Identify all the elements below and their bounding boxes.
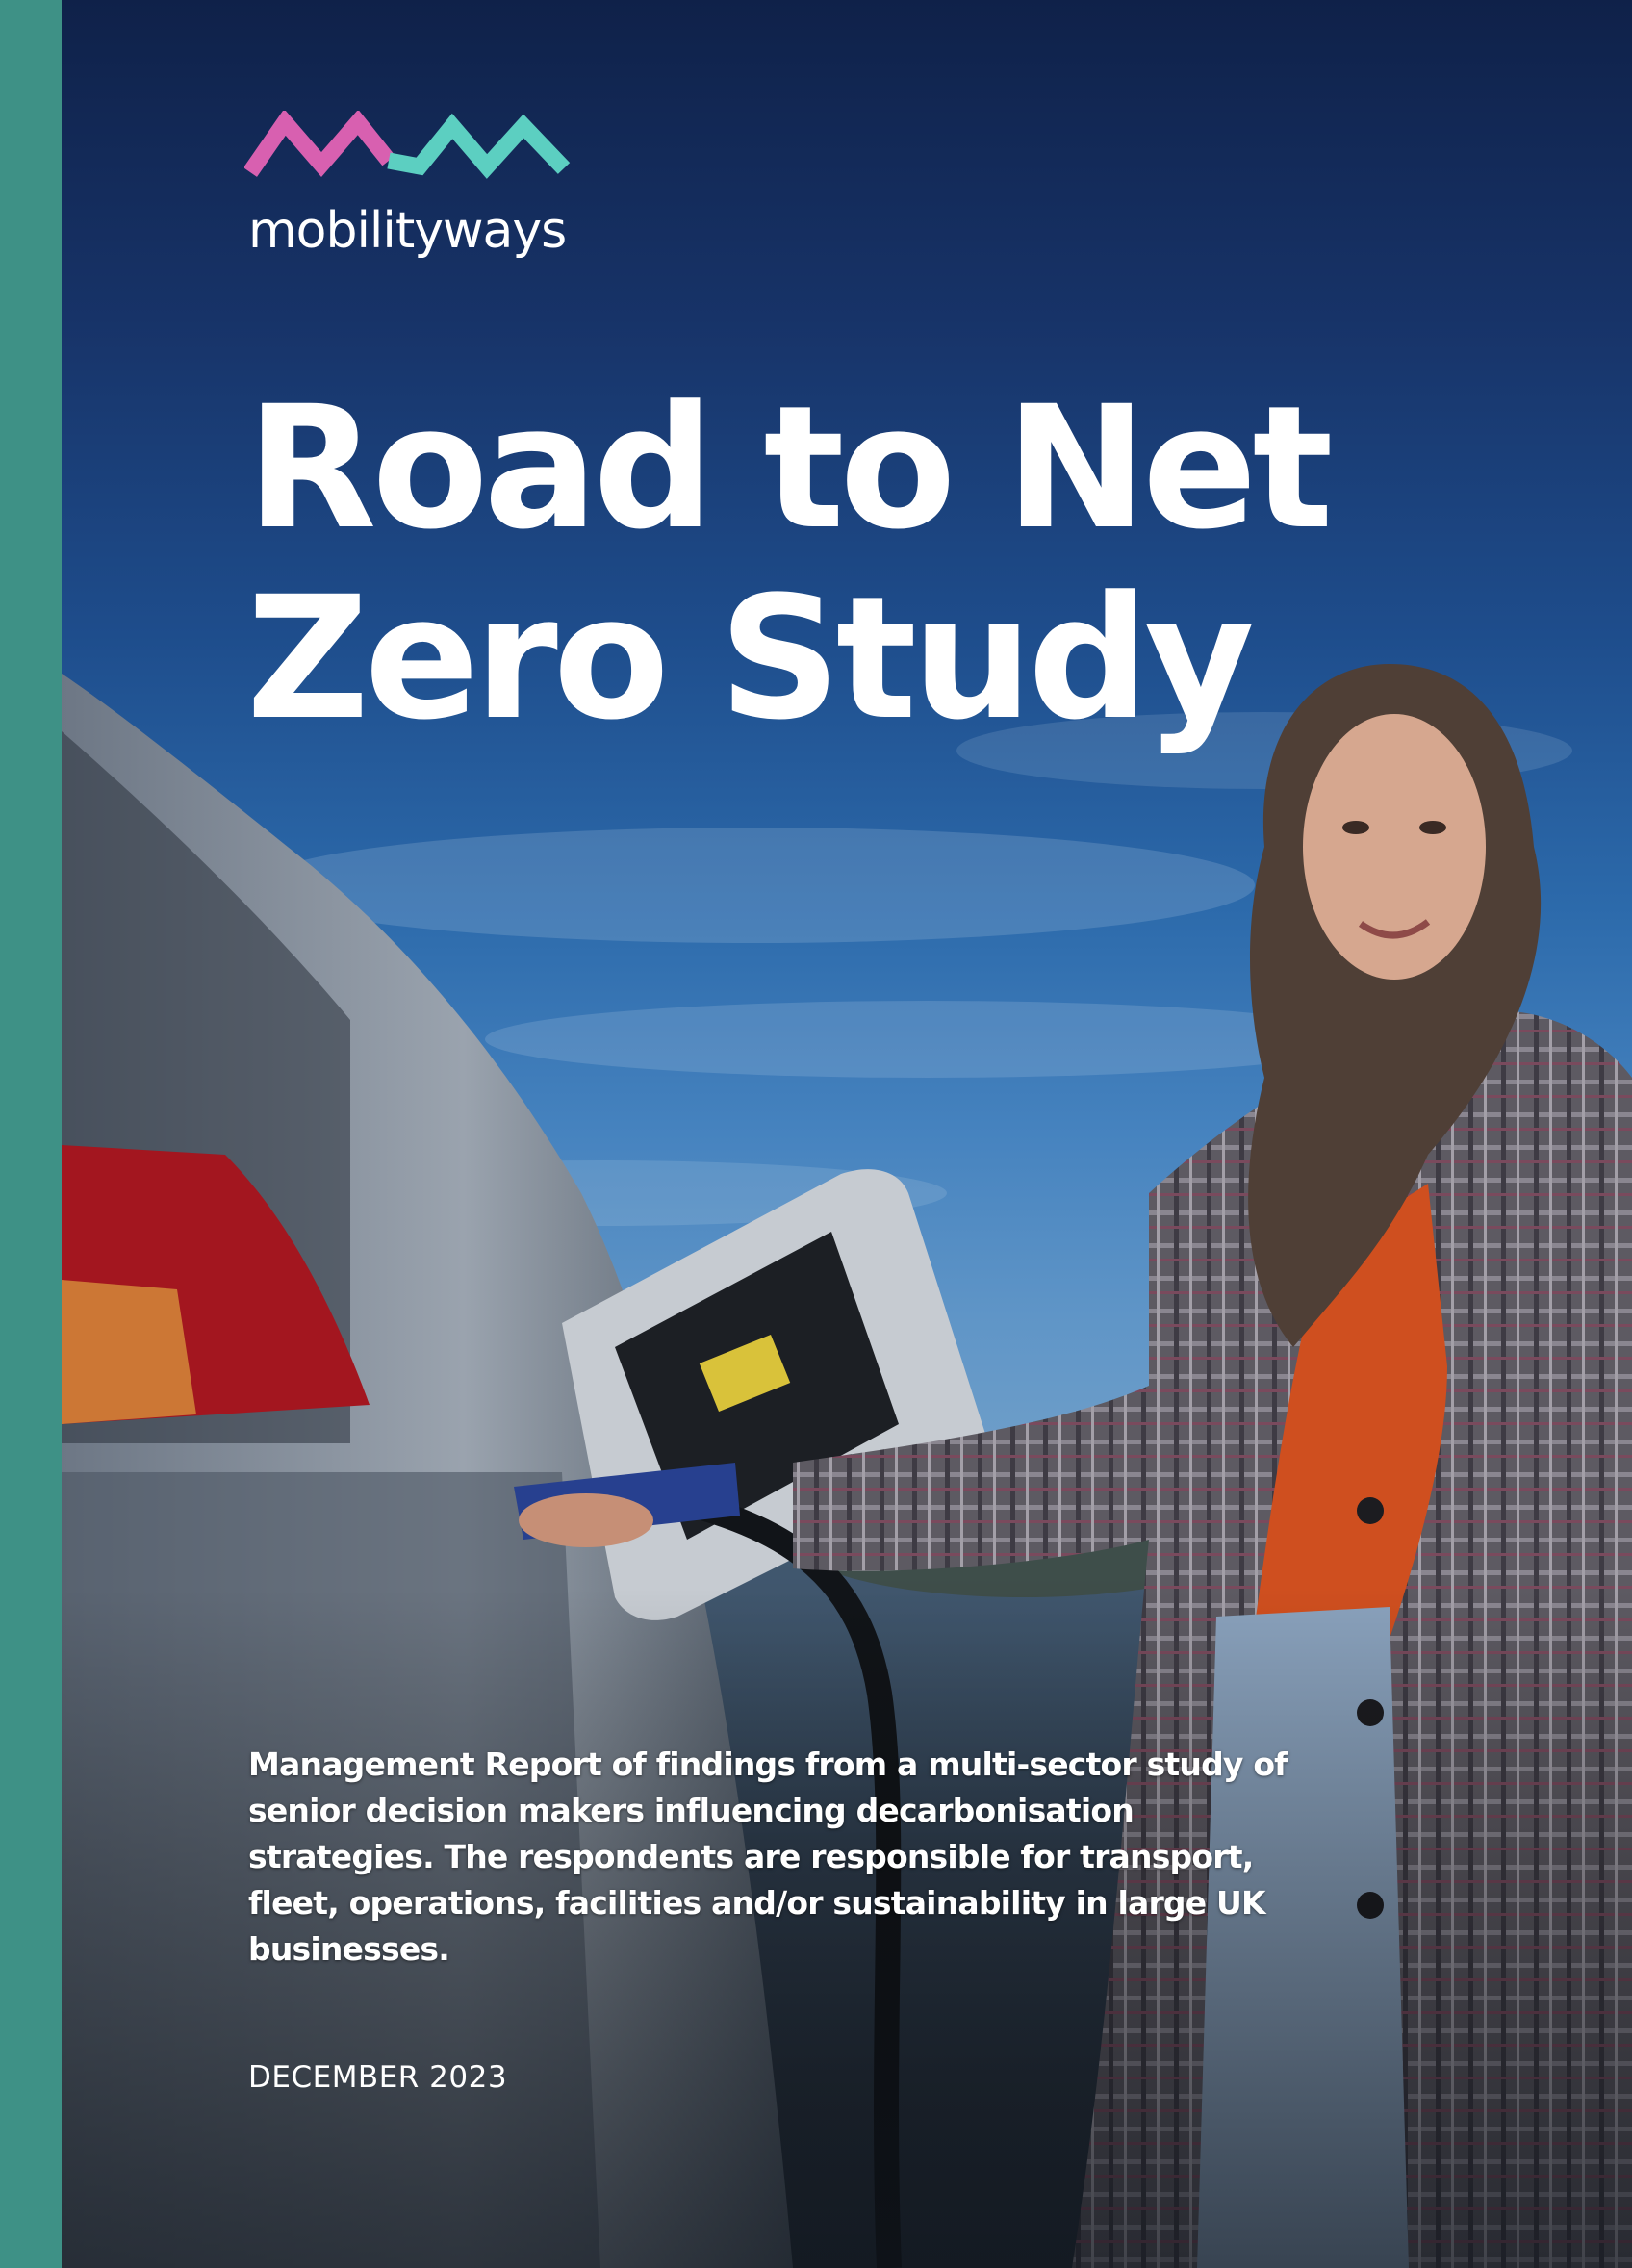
report-title xyxy=(246,370,1329,757)
report-date: DECEMBER 2023 xyxy=(248,2060,508,2095)
side-stripe xyxy=(0,0,62,2268)
cover-photo-area xyxy=(62,0,1632,2268)
report-description: Management Report of findings from a multi-sector study of senior decision makers influencing decarbonisation strategies. The respondents are responsible for transport, fleet, operations, facilities and/or sustainability in large UK businesses. xyxy=(248,1746,1288,1968)
title-line-2: Zero Study xyxy=(246,560,1250,757)
title-line-1: Road to Net xyxy=(246,370,1329,567)
mobilityways-logo-icon xyxy=(244,111,572,188)
logo-wordmark: mobilityways xyxy=(248,202,567,260)
